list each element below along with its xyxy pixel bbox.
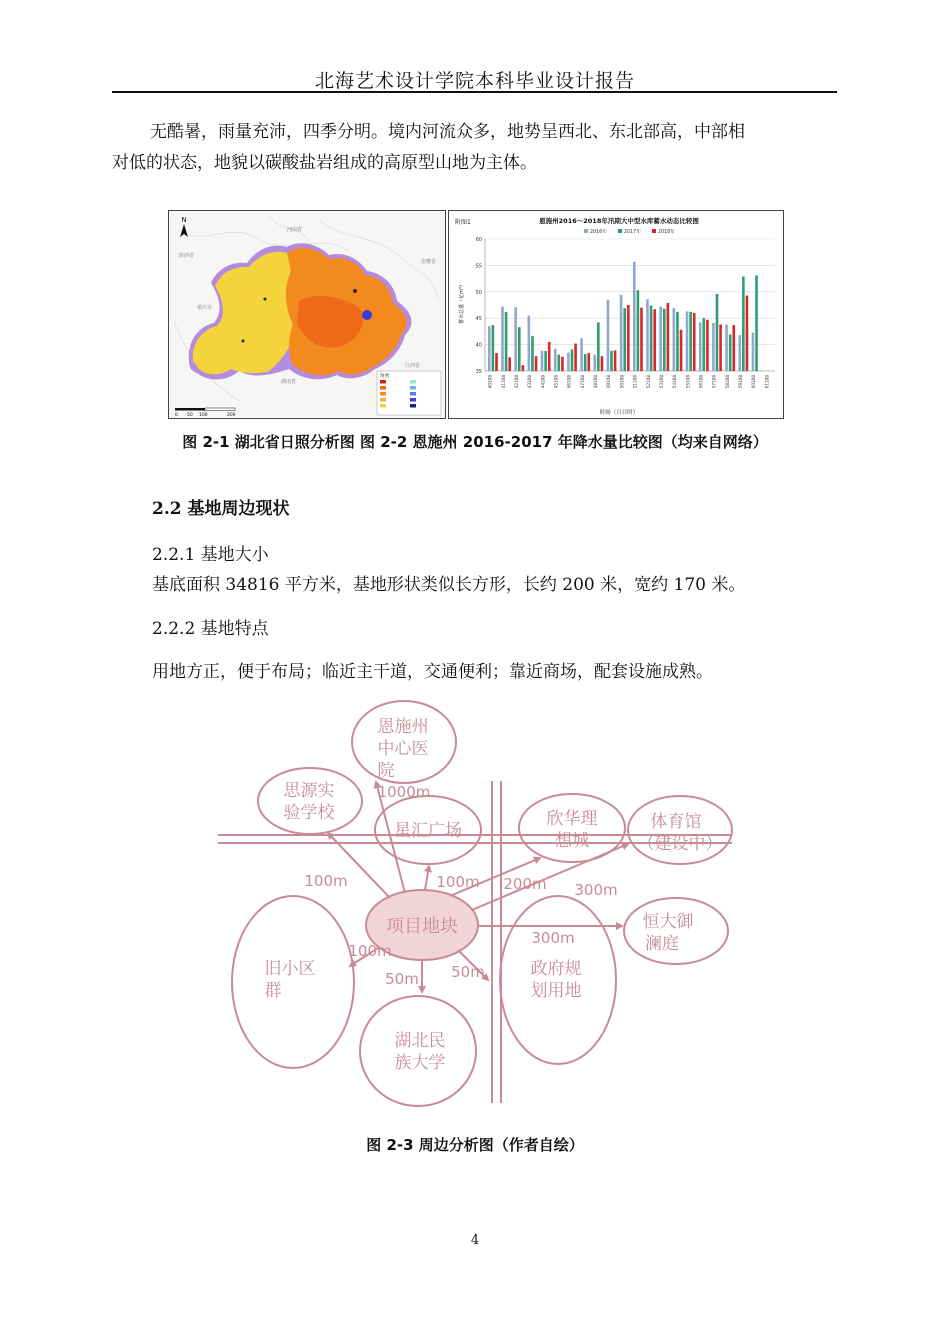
chart-x-tick-label: 46108: [566, 375, 572, 389]
chart-bar: [706, 320, 709, 371]
chart-bar: [508, 357, 511, 371]
chart-bar: [554, 349, 557, 371]
chart-y-tick-label: 60: [475, 237, 482, 243]
chart-bar: [712, 323, 715, 371]
map-dot: [353, 289, 357, 293]
chart-bar: [732, 325, 735, 371]
chart-bar: [574, 344, 577, 371]
chart-bar: [548, 342, 551, 371]
chart-x-tick-label: 53108: [658, 375, 664, 389]
chart-legend-label: 2018年: [658, 229, 676, 235]
chart-xlabel: 时间（月日时）: [599, 410, 639, 416]
chart-bar: [738, 335, 741, 371]
hubei-sunlight-map: [168, 210, 446, 419]
chart-y-tick-label: 50: [475, 289, 482, 296]
gov-label-line-1: 政府规: [530, 959, 582, 979]
chart-ylabel: 蓄水总量（亿m³）: [459, 282, 465, 324]
chart-bar: [653, 309, 656, 371]
map-label-shaanxi: 陕西省: [179, 253, 195, 259]
chart-bar: [495, 353, 498, 371]
scale-label-200: 200: [227, 413, 236, 418]
chart-bar: [561, 357, 564, 371]
chart-bar: [650, 306, 653, 371]
chart-bar: [699, 322, 702, 371]
chart-bar: [659, 307, 662, 371]
distance-gym: 300m: [574, 881, 618, 899]
chart-bar: [580, 338, 583, 371]
chart-bar: [719, 325, 722, 371]
map-label-hunan: 湖南省: [281, 379, 297, 385]
chart-bar: [610, 351, 613, 371]
chart-bar: [646, 299, 649, 371]
chart-bar: [597, 322, 600, 371]
chart-bar: [571, 349, 574, 371]
hengda-label-line-1: 恒大御: [642, 912, 694, 932]
chart-x-tick-label: 57108: [711, 375, 717, 389]
chart-bar: [567, 353, 570, 371]
plaza-label: 星汇广场: [394, 821, 462, 841]
subsection-2-2-2-text: 用地方正，便于布局；临近主干道，交通便利；靠近商场，配套设施成熟。: [152, 662, 713, 682]
chart-bar: [673, 308, 676, 371]
node-gov-outline: [500, 896, 616, 1064]
chart-x-tick-label: 59108: [738, 375, 744, 389]
chart-legend-swatch: [652, 229, 656, 233]
chart-bar: [541, 351, 544, 371]
distance-univ: 50m: [385, 970, 419, 988]
distance-school: 100m: [304, 872, 348, 890]
distance-hengda: 300m: [531, 929, 575, 947]
hubei-map-svg: [169, 211, 445, 418]
map-label-jiangxi: 江西省: [405, 363, 421, 369]
subsection-2-2-1-title: 2.2.1 基地大小: [152, 545, 269, 565]
chart-title: 恩施州2016～2018年汛期大中型水库蓄水动态比较图: [539, 217, 699, 225]
hospital-label-line-2: 中心医: [377, 739, 429, 759]
gym-label-line-2: （建设中）: [637, 834, 723, 854]
chart-bar: [620, 295, 623, 371]
chart-bar: [492, 325, 495, 371]
gym-label-line-1: 体育馆: [650, 812, 702, 832]
chart-legend-swatch: [584, 229, 588, 233]
distance-gov: 50m: [451, 963, 485, 981]
figure-2-1-2-caption: 图 2-1 湖北省日照分析图 图 2-2 恩施州 2016-2017 年降水量比较图（均来自网络）: [182, 433, 768, 451]
univ-label-line-2: 族大学: [394, 1053, 446, 1073]
chart-bar: [501, 307, 504, 371]
chart-bar: [755, 275, 758, 371]
univ-label-line-1: 湖北民: [394, 1031, 446, 1051]
chart-x-tick-label: 50108: [619, 375, 625, 389]
chart-bar: [667, 303, 670, 371]
map-label-henan: 河南省: [287, 227, 303, 233]
chart-bar: [518, 327, 521, 371]
xinhua-label-line-1: 欣华理: [546, 809, 598, 829]
chart-x-tick-label: 56108: [698, 375, 704, 389]
hospital-label-line-1: 恩施州: [377, 717, 429, 737]
intro-line-2: 对低的状态，地貌以碳酸盐岩组成的高原型山地为主体。: [112, 153, 537, 173]
chart-bar: [689, 312, 692, 371]
figure-2-3-caption: 图 2-3 周边分析图（作者自绘）: [366, 1136, 584, 1154]
chart-y-tick-label: 35: [475, 369, 482, 375]
chart-x-tick-label: 52108: [645, 375, 651, 389]
chart-bar: [693, 313, 696, 371]
surrounding-analysis-diagram: [210, 698, 740, 1108]
chart-y-tick-label: 40: [475, 342, 482, 349]
chart-bar: [676, 312, 679, 371]
chart-bar: [633, 262, 636, 371]
scale-label-50: 50: [187, 413, 193, 418]
chart-corner-label: 附图1: [455, 219, 471, 226]
chart-bar: [488, 326, 491, 371]
xinhua-label-line-2: 想城: [555, 831, 589, 851]
old-label-line-2: 群: [264, 981, 282, 1001]
chart-bar: [614, 350, 617, 371]
distance-old: 100m: [348, 942, 392, 960]
chart-x-tick-label: 41108: [500, 375, 506, 389]
subsection-2-2-2-title: 2.2.2 基地特点: [152, 619, 269, 639]
intro-line-1: 无酷暑，雨量充沛，四季分明。境内河流众多，地势呈西北、东北部高，中部相: [150, 122, 745, 142]
chart-bar: [531, 336, 534, 371]
arrow-to-plaza: [425, 866, 429, 890]
chart-bar: [522, 365, 525, 371]
node-old-outline: [232, 896, 354, 1068]
map-lake: [362, 310, 372, 320]
map-label-anhui: 安徽省: [421, 259, 437, 265]
chart-bar: [742, 276, 745, 371]
chart-bar: [593, 355, 596, 371]
page-number: 4: [470, 1233, 480, 1248]
chart-bar: [601, 356, 604, 371]
chart-x-tick-label: 49108: [606, 375, 612, 389]
node-school-outline: [258, 768, 362, 834]
distance-xinhua: 200m: [503, 875, 547, 893]
section-heading: 2.2 基地周边现状: [152, 499, 290, 519]
svg-text:N: N: [181, 216, 187, 224]
map-legend-title: 图例: [380, 374, 389, 379]
reservoir-bar-chart: [448, 210, 784, 419]
gov-label-line-2: 划用地: [530, 981, 582, 1001]
chart-bar: [716, 294, 719, 371]
chart-bar: [746, 295, 749, 371]
chart-svg: [449, 211, 783, 418]
chart-x-tick-label: 44108: [540, 375, 546, 389]
chart-legend-label: 2016年: [590, 229, 608, 235]
center-label: 项目地块: [386, 916, 458, 937]
chart-bar: [587, 353, 590, 371]
chart-x-tick-label: 43108: [527, 375, 533, 389]
chart-bar: [680, 330, 683, 371]
old-label-line-1: 旧小区: [264, 959, 316, 979]
chart-bar: [637, 290, 640, 371]
chart-legend-swatch: [618, 229, 622, 233]
chart-x-tick-label: 47108: [579, 375, 585, 389]
school-label-line-1: 思源实: [283, 781, 335, 801]
chart-bar: [623, 308, 626, 371]
chart-x-tick-label: 58108: [724, 375, 730, 389]
chart-bar: [528, 316, 531, 371]
school-label-line-2: 验学校: [283, 803, 335, 823]
chart-bar: [752, 332, 755, 371]
chart-bar: [725, 325, 728, 371]
chart-x-tick-label: 60108: [751, 375, 757, 389]
chart-bar: [686, 311, 689, 371]
chart-bar: [514, 307, 517, 371]
map-label-chongqing: 重庆市: [197, 305, 213, 311]
chart-legend-label: 2017年: [624, 229, 642, 235]
chart-bar: [535, 356, 538, 371]
chart-bar: [607, 300, 610, 371]
chart-x-tick-label: 51108: [632, 375, 638, 389]
map-legend: [377, 371, 441, 415]
hengda-label-line-2: 澜庭: [645, 934, 679, 954]
map-dot: [242, 340, 245, 343]
map-dot: [264, 298, 267, 301]
chart-x-tick-label: 61108: [764, 375, 770, 389]
subsection-2-2-1-text: 基底面积 34816 平方米，基地形状类似长方形，长约 200 米，宽约 170 米。: [152, 575, 746, 595]
chart-x-tick-label: 42108: [513, 375, 519, 389]
chart-x-tick-label: 45108: [553, 375, 559, 389]
chart-y-tick-label: 45: [475, 316, 482, 323]
chart-bar: [640, 308, 643, 371]
chart-bar: [627, 305, 630, 371]
distance-plaza: 100m: [436, 873, 480, 891]
distance-hospital: 1000m: [377, 783, 431, 801]
chart-x-tick-label: 55108: [685, 375, 691, 389]
chart-x-tick-label: 48108: [593, 375, 599, 389]
chart-bar: [584, 354, 587, 371]
chart-bar: [505, 312, 508, 371]
chart-bar: [558, 355, 561, 371]
scale-label-100: 100: [199, 413, 208, 418]
hospital-label-line-3: 院: [377, 761, 395, 781]
chart-bar: [729, 335, 732, 371]
node-univ-outline: [360, 996, 476, 1106]
chart-y-tick-label: 55: [475, 263, 482, 270]
scale-label-0: 0: [175, 413, 178, 418]
page-header-title: 北海艺术设计学院本科毕业设计报告: [314, 70, 635, 92]
chart-x-tick-label: 54108: [672, 375, 678, 389]
chart-bar: [663, 309, 666, 371]
chart-bar: [703, 318, 706, 371]
chart-bar: [544, 351, 547, 371]
header-rule: [112, 91, 837, 93]
chart-x-tick-label: 40108: [487, 375, 493, 389]
